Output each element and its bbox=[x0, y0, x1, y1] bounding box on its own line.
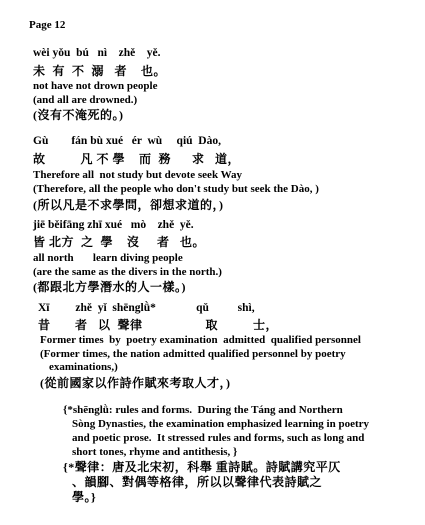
english-translation: (Therefore, all the people who don't study but seek the Dào, ) bbox=[33, 183, 319, 195]
page-number: Page 12 bbox=[29, 19, 66, 31]
footnote-line-zh: 、韻腳、對偶等格律，所以以聲律代表詩賦之 bbox=[72, 475, 323, 489]
footnote-line-zh: 學。} bbox=[72, 490, 97, 504]
footnote-line: and poetic prose. It stressed rules and forms, such as long and bbox=[72, 432, 365, 444]
english-gloss: Therefore all not study but devote seek Way bbox=[33, 169, 243, 181]
english-translation: (Former times, the nation admitted qualified personnel by poetry bbox=[40, 348, 346, 360]
pinyin-line: Xī zhě yǐ shēnglǜ* qǔ shì, bbox=[38, 302, 255, 314]
chinese-line: 昔 者 以 聲律 取 士， bbox=[38, 318, 279, 332]
footnote-line-zh: {*聲律：唐及北宋初，科舉 重詩賦。詩賦講究平仄 bbox=[63, 460, 341, 474]
chinese-translation: (從前國家以作詩作賦來考取人才，) bbox=[40, 376, 231, 390]
chinese-line: 皆 北方 之 學 沒 者 也。 bbox=[33, 235, 206, 249]
chinese-translation: (所以凡是不求學問，卻想求道的，) bbox=[33, 198, 224, 212]
english-gloss: not have not drown people bbox=[33, 80, 158, 92]
pinyin-line: wèi yǒu bú nì zhě yě. bbox=[33, 47, 161, 59]
footnote-line: {*shēnglǜ: rules and forms. During the Táng and Northern bbox=[63, 404, 343, 416]
english-translation: (and all are drowned.) bbox=[33, 94, 138, 106]
english-translation-cont: examinations,) bbox=[49, 361, 118, 373]
chinese-translation: (都跟北方學潛水的人一樣。) bbox=[33, 280, 186, 294]
english-gloss: Former times by poetry examination admitted qualified personnel bbox=[40, 334, 361, 346]
chinese-line: 故 凡 不 學 而 務 求 道， bbox=[33, 152, 241, 166]
footnote-line: short tones, rhyme and antithesis, } bbox=[72, 446, 238, 458]
pinyin-line: Gù fán bù xué ér wù qiú Dào, bbox=[33, 135, 221, 147]
chinese-translation: (沒有不淹死的。) bbox=[33, 108, 124, 122]
english-gloss: all north learn diving people bbox=[33, 252, 183, 264]
chinese-line: 未 有 不 溺 者 也。 bbox=[33, 64, 167, 78]
pinyin-line: jiē běifāng zhī xué mò zhě yě. bbox=[33, 219, 194, 231]
english-translation: (are the same as the divers in the north.) bbox=[33, 266, 222, 278]
footnote-line: Sòng Dynasties, the examination emphasized learning in poetry bbox=[72, 418, 370, 430]
